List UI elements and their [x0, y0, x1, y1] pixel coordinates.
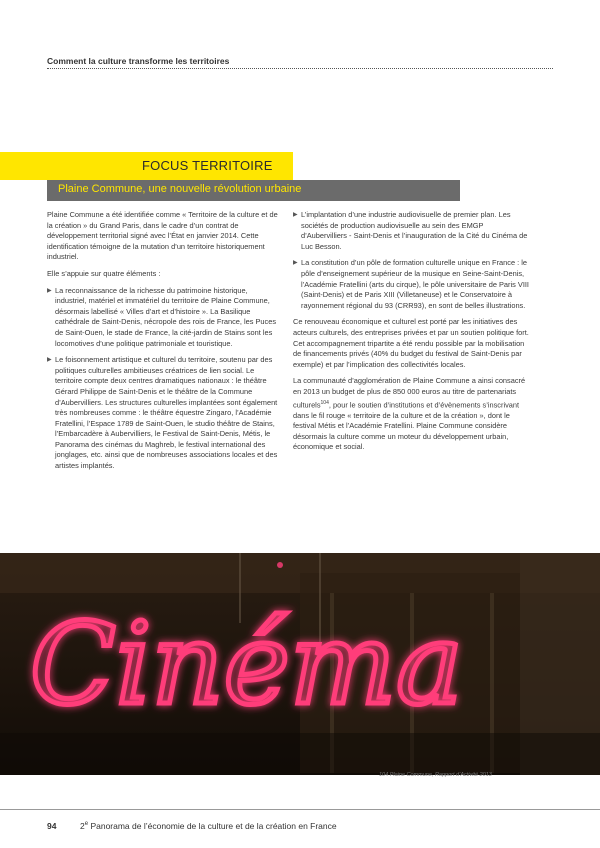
- lead-paragraph: Elle s’appuie sur quatre éléments :: [47, 268, 161, 278]
- left-column: [47, 210, 279, 478]
- list-item-text: La constitution d’un pôle de formation culturelle unique en France : le pôle d’enseignement supérieur de la musique en Seine-Saint-Denis, l’Académie Fratellini (arts du cirque), le pôle universitaire de Paris VIII (Saint-Denis) et de Paris XIII (Villetaneuse) et le Conservatoire à rayonnement régional du 93 (CRR93), en sont de belles illustrations.: [301, 258, 529, 310]
- list-item: [293, 210, 529, 252]
- focus-subtitle: Plaine Commune, une nouvelle révolution urbaine: [58, 183, 302, 195]
- footer-title-text: Panorama de l’économie de la culture et de la création en France: [88, 821, 337, 831]
- neon-sign-text: Cinéma: [30, 600, 463, 730]
- paragraph-text: , pour le soutien d’institutions et d’évènements s’inscrivant dans le fil rouge « territoire de la culture et de la création », dont le festival Métis et l’Académie Fratellini. Plaine Commune considère désormais la culture comme un moteur du développement urbain, économique et social.: [293, 399, 520, 452]
- footnote-reference: 104: [320, 399, 329, 406]
- paragraph-text: La communauté d’agglomération de Plaine Commune a ainsi consacré en 2013 un budget de plus de 850 000 euros au titre de partenariats culturels: [293, 376, 526, 409]
- bullet-triangle-icon: ▶: [47, 287, 52, 294]
- list-item-text: Le foisonnement artistique et culturel du territoire, soutenu par des politiques culturelles ambitieuses créatrices de lien social. Le territoire compte deux centres dramatiques nationaux : le théâtre Gérard Philippe de Saint-Denis et le théâtre de la Commune d’Aubervilliers. Les structures culturelles implantées sont également très nombreuses comme : le théâtre équestre Zingaro, l’Académie Fratellini, l’Espace 1789 de Saint-Ouen, le studio théâtre de Stains, l’Embarcadère à Aubervilliers, le Festival de Saint-Denis, Métis, le Panorama des cinémas du Maghreb, le festival international des jonglages, etc. ainsi que de nombreuses associations locales et des artistes implantés.: [55, 355, 278, 471]
- edition-suffix: e: [84, 821, 89, 828]
- list-item: [47, 286, 279, 350]
- list-item-text: L’implantation d’une industrie audiovisuelle de premier plan. Les sociétés de production audiovisuelle au sein des EMGP d’Aubervilliers - Saint-Denis et l’inauguration de la Cité du Cinéma de Luc Besson.: [301, 210, 528, 251]
- edition-number: 2: [80, 821, 85, 831]
- header-divider: [47, 68, 553, 69]
- footer-title: [80, 821, 337, 831]
- bullet-triangle-icon: ▶: [47, 357, 52, 364]
- image-caption: 104 Plaine Commune, Rapport d’Activité 2013: [379, 772, 492, 778]
- list-item-text: La reconnaissance de la richesse du patrimoine historique, industriel, matériel et immatériel du territoire de Plaine Commune, désormais labellisé « Villes d’art et d’histoire ». La Basilique cathédrale de Saint-Denis, nécropole des rois de France, les Puces de Saint-Ouen, le stade de France, la cité-jardin de Stains sont les locomotives d’une politique patrimoniale et touristique.: [55, 285, 277, 348]
- right-column: [293, 210, 529, 459]
- list-item: [293, 258, 529, 311]
- cinema-sign-image: [0, 553, 600, 775]
- bullet-triangle-icon: ▶: [293, 212, 298, 218]
- bullet-triangle-icon: ▶: [293, 260, 298, 267]
- body-paragraph: Ce renouveau économique et culturel est porté par les initiatives des acteurs culturels, des entreprises privées et par un soutien politique fort. Cet accompagnement tripartite a été rendu possible par la mobilisation de financements privés (40% du budget du festival de Saint-Denis par exemple) et par l’implication des collectivités locales.: [293, 317, 529, 369]
- body-paragraph: [293, 376, 529, 453]
- focus-label: FOCUS TERRITOIRE: [142, 158, 273, 173]
- cinema-neon-photo: [0, 553, 600, 775]
- footer-divider: [0, 809, 600, 810]
- page-number: 94: [47, 821, 57, 831]
- list-item: [47, 355, 279, 472]
- intro-paragraph: Plaine Commune a été identifiée comme « Territoire de la culture et de la création » du Grand Paris, dans le cadre d’un contrat de développement territorial signé avec l’État en janvier 2014. Cette identification témoigne de la mutation d’un territoire historiquement industriel.: [47, 210, 278, 262]
- running-title: Comment la culture transforme les territoires: [47, 56, 230, 66]
